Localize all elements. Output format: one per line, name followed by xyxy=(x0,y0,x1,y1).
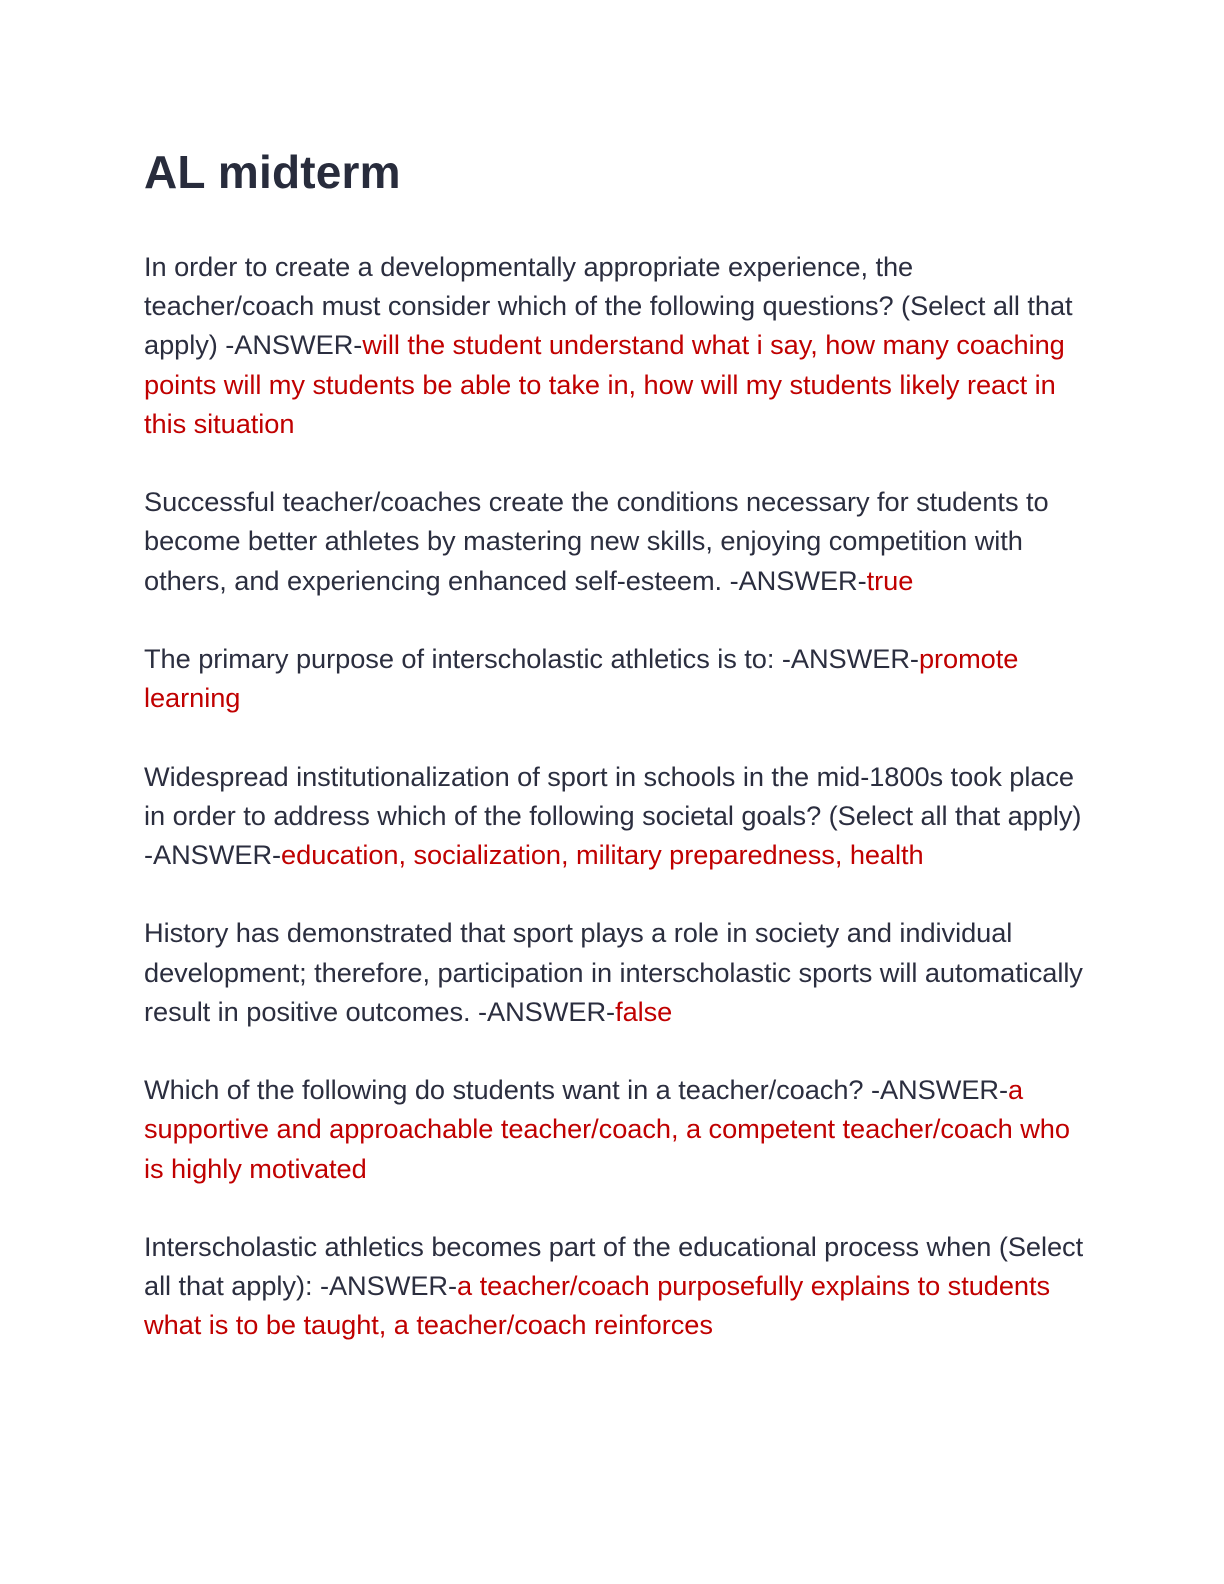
question-text: Which of the following do students want in a teacher/coach? xyxy=(144,1074,871,1106)
answer-text: promote learning xyxy=(144,643,1019,714)
question-text: Successful teacher/coaches create the conditions necessary for students to become better athletes by mastering new skills, enjoying competition with others, and experiencing enhanced self-esteem. xyxy=(144,486,1049,596)
qa-item xyxy=(144,1227,1084,1345)
answer-marker: -ANSWER- xyxy=(319,1270,458,1302)
answer-text: a supportive and approachable teacher/coach, a competent teacher/coach who is highly motivated xyxy=(144,1074,1070,1184)
answer-marker: -ANSWER- xyxy=(781,643,919,674)
question-text: History has demonstrated that sport plays a role in society and individual development; therefore, participation in interscholastic sports will automatically result in positive outcomes. xyxy=(144,917,1083,1027)
qa-item xyxy=(144,639,1084,717)
qa-item xyxy=(144,247,1084,443)
question-text: Interscholastic athletics becomes part of the educational process when (Select all that apply): xyxy=(144,1230,1084,1302)
question-text: The primary purpose of interscholastic athletics is to: xyxy=(144,643,782,674)
answer-text: true xyxy=(866,564,914,596)
question-text: In order to create a developmentally appropriate experience, the teacher/coach must consider which of the following questions? (Select all that apply) xyxy=(144,251,1073,361)
qa-item xyxy=(144,1070,1084,1188)
qa-item xyxy=(144,913,1084,1031)
answer-text: false xyxy=(615,995,673,1027)
answer-text: will the student understand what i say, how many coaching points will my students be able to take in, how will my students likely react in this situation xyxy=(144,329,1065,439)
qa-item xyxy=(144,757,1084,875)
answer-text: a teacher/coach purposefully explains to students what is to be taught, a teacher/coach reinforces xyxy=(144,1270,1051,1341)
answer-text: education, socialization, military preparedness, health xyxy=(281,839,924,870)
answer-marker: -ANSWER- xyxy=(144,839,282,870)
qa-item xyxy=(144,482,1084,600)
document-title: AL midterm xyxy=(144,146,401,198)
answer-marker: -ANSWER- xyxy=(729,564,867,596)
answer-marker: -ANSWER- xyxy=(870,1074,1009,1106)
answer-marker: -ANSWER- xyxy=(225,329,363,361)
answer-marker: -ANSWER- xyxy=(478,995,616,1027)
document-page xyxy=(144,142,1084,1345)
question-text: Widespread institutionalization of sport in schools in the mid-1800s took place in order to address which of the following societal goals? (Select all that apply) xyxy=(144,760,1082,831)
